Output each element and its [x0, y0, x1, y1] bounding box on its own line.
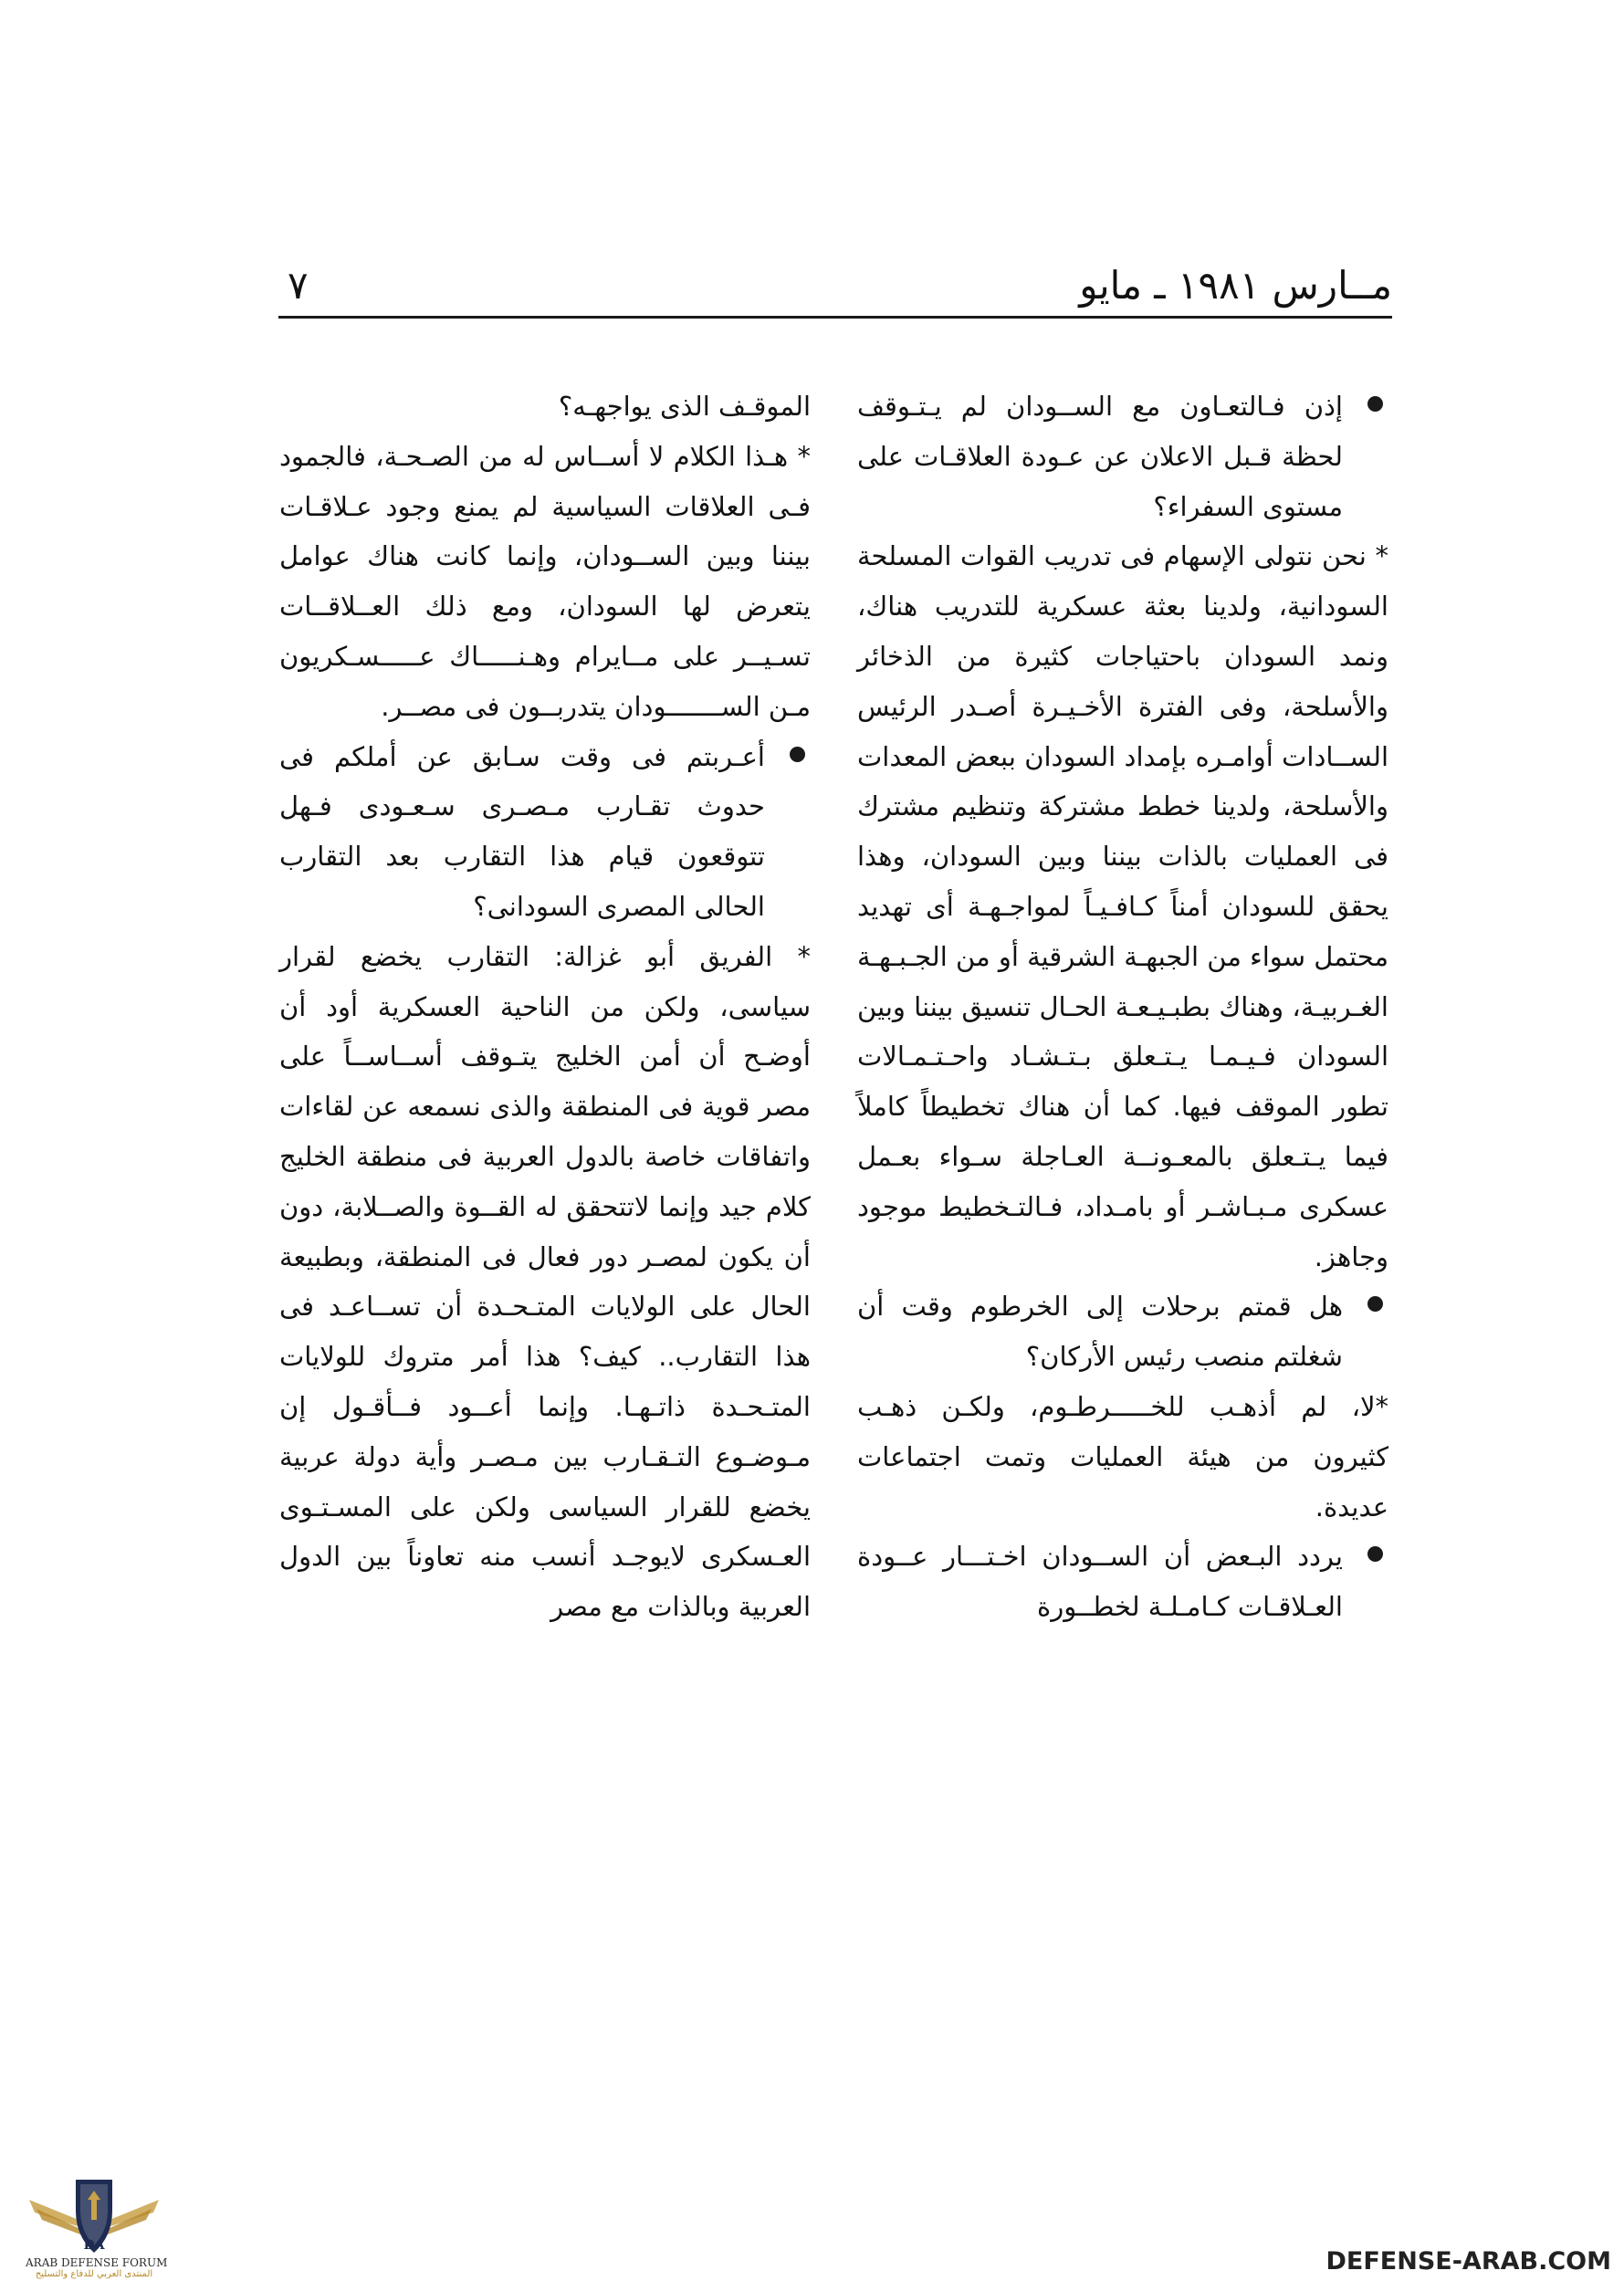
bullet-icon — [1367, 1296, 1383, 1312]
right-column — [857, 382, 1388, 1632]
interview-question — [857, 1282, 1388, 1382]
interview-question — [857, 382, 1388, 531]
logo-text: ARAB DEFENSE FORUM — [26, 2256, 168, 2269]
interview-answer — [279, 932, 811, 1632]
bullet-icon — [1367, 1546, 1383, 1562]
interview-answer — [279, 432, 811, 732]
header-title: مــارس ١٩٨١ ـ مايو — [1079, 263, 1392, 308]
interview-answer — [857, 531, 1388, 1282]
answer-text: * الفريق أبو غزالة: التقارب يخضع لقرار سياسى، ولكن من الناحية العسكرية أود أن أوضـح أن أمن الخليج يتـوقف أســاســاً على مصر قوية فى المنطقة والذى نسمعه عن لقاءات واتفاقات خاصة بالدول العربية فى منطقة الخليج كلام جيد وإنما لاتتحقق له القــوة والصــلابة، دون أن يكون لمصـر دور فعال فى المنطقة، وبطبيعة الحال على الولايات المتـحـدة أن تســاعـد فى هذا التقارب.. كيف؟ هذا أمر متروك للولايات المتـحـدة ذاتـهـا. وإنما أعــود فــأقـول إن مـوضـوع التـقـارب بين مـصـر وأية دولة عربية يخضع للقرار السياسى ولكن على المسـتـوى العـسكرى لايوجـد أنسب منه تعاوناً بين الدول العربية وبالذات مع مصر — [279, 940, 811, 1623]
bullet-icon — [1367, 396, 1383, 412]
header-rule — [278, 316, 1392, 319]
site-watermark: DEFENSE-ARAB.COM — [1325, 2247, 1611, 2276]
bullet-icon — [790, 747, 805, 762]
logo-subtext: المنتدى العربي للدفاع والتسليح — [35, 2269, 153, 2279]
question-continuation — [279, 382, 811, 432]
left-column — [279, 382, 811, 1632]
page-number: ٧ — [288, 263, 309, 308]
answer-text: * نحن نتولى الإسهام فى تدريب القوات المسلحة السودانية، ولدينا بعثة عسكرية للتدريب هناك، ونمد السودان باحتياجات كثيرة من الذخائر والأسلحة، وفى الفترة الأخـيـرة أصـدر الرئيس الســادات أوامـره بإمداد السودان ببعض المعدات والأسلحة، ولدينا خطط مشتركة وتنظيم مشترك فى العمليات بالذات بيننا وبين السودان، وهذا يحقق للسودان أمناً كـافـيـاً لمواجـهـة أى تهديد محتمل سواء من الجبهـة الشرقية أو من الجـبـهـة الغـربيـة، وهناك بطبـيـعـة الحـال تنسيق بيننا وبين السودان فـيـمـا يـتـعلق بـتـشـاد واحـتـمـالات تطور الموقف فيها. كما أن هناك تخطيطاً كاملاً فيما يـتـعلق بالمعـونــة العـاجلة سـواء بعـمل عسكرى مـبـاشـر أو بامـداد، فـالتـخطيط موجود وجاهز. — [857, 540, 1388, 1272]
continuation-text: الموقـف الذى يواجهـه؟ — [558, 391, 811, 422]
question-text: يردد البـعض أن الســودان اخـتـــار عــودة العـلاقـات كـامـلـة لخطــورة — [857, 1541, 1343, 1623]
question-text: هل قمتم برحلات إلى الخرطوم وقت أن شغلتم منصب رئيس الأركان؟ — [857, 1291, 1343, 1373]
forum-logo — [26, 2172, 168, 2279]
interview-question — [279, 732, 811, 932]
answer-text: * هـذا الكلام لا أســاس له من الصـحـة، فالجمود فـى العلاقات السياسية لم يمنع وجود عـلاقـات بيننا وبين الســودان، وإنما كانت هناك عوامل يتعرض لها السودان، ومع ذلك العــلاقــات تسـيــر على مــايرام وهـنـــــاك عـــــسـكريون مـن الســـــــودان يتدربــون فى مصــر. — [279, 440, 811, 722]
logo-letters: DA — [83, 2238, 105, 2253]
interview-answer — [857, 1382, 1388, 1532]
question-text: أعـربتم فى وقت سـابق عن أملكم فى حدوث تقـارب مـصـرى سـعـودى فـهل تتوقعون قيام هذا التقارب بعد التقارب الحالى المصرى السودانى؟ — [279, 740, 765, 922]
question-text: إذن فـالتعـاون مع الســودان لم يـتـوقف لحظة قـبل الاعلان عن عـودة العلاقـات على مستوى السفراء؟ — [857, 391, 1343, 522]
page-header — [278, 258, 1392, 313]
answer-text: *لا، لم أذهـب للخـــــرطـوم، ولكـن ذهـب كثيرون من هيئة العمليات وتمت اجتماعات عديدة. — [857, 1390, 1388, 1522]
interview-question — [857, 1532, 1388, 1632]
